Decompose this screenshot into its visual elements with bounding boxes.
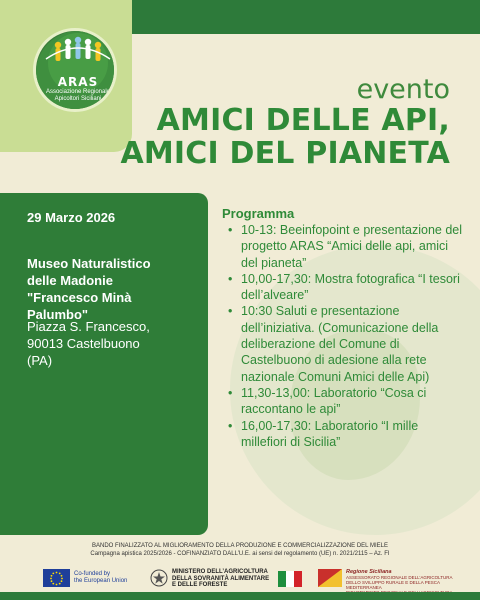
footer-notice-line1: BANDO FINALIZZATO AL MIGLIORAMENTO DELLA PRODUZIONE E COMMERCIALIZZAZIONE DEL MIELE <box>92 543 388 549</box>
programma-item: • 10-13: Beeinfopoint e presentazione del progetto ARAS “Amici delle api, amici del pianeta” <box>222 222 462 271</box>
programma-item: • 10:30 Saluti e presentazione dell’iniziativa. (Comunicazione della deliberazione del Comune di Castelbuono di adesione alla rete nazionale Comuni Amici delle Api) <box>222 303 462 384</box>
eu-cofunded-label <box>74 571 127 585</box>
ministry-line1: MINISTERO DELL’AGRICOLTURA <box>172 569 268 575</box>
sicily-flag-icon <box>318 569 342 587</box>
logo-subtitle-line1: Associazione Regionale <box>45 89 111 95</box>
logo-panel <box>0 0 132 152</box>
italian-flag-icon <box>278 571 302 587</box>
logo-name: ARAS <box>57 75 99 89</box>
event-info-panel <box>0 193 208 535</box>
venue-line3: "Francesco Minà <box>27 290 132 305</box>
region-line1: ASSESSORATO REGIONALE DELL’AGRICOLTURA <box>346 575 453 580</box>
venue-line4: Palumbo" <box>27 307 89 322</box>
programma-item: • 10,00-17,30: Mostra fotografica “I tesori dell’alveare” <box>222 271 462 304</box>
event-address <box>27 318 197 369</box>
bottom-stripe <box>0 592 480 600</box>
footer <box>0 535 480 600</box>
address-line1: Piazza S. Francesco, <box>27 319 150 334</box>
logo-subtitle-line2: Apicoltori Siciliani <box>54 96 102 102</box>
event-title <box>120 104 450 170</box>
republic-emblem-icon <box>150 568 168 588</box>
eu-line2: the European Union <box>74 578 128 584</box>
event-label: evento <box>356 74 450 105</box>
address-line3: (PA) <box>27 353 53 368</box>
event-title-line2: AMICI DEL PIANETA <box>120 136 450 171</box>
event-date: 29 Marzo 2026 <box>27 210 116 225</box>
ministry-line2: DELLA SOVRANITÀ ALIMENTARE <box>172 575 270 582</box>
programma-item: • 16,00-17,30: Laboratorio “I mille millefiori di Sicilia” <box>222 418 462 451</box>
programma-item: • 11,30-13,00: Laboratorio “Cosa ci raccontano le api” <box>222 385 462 418</box>
address-line2: 90013 Castelbuono <box>27 336 140 351</box>
venue-line2: delle Madonie <box>27 273 113 288</box>
programma-section <box>222 206 462 450</box>
programma-title: Programma <box>222 206 295 221</box>
logo-subtitle <box>36 89 117 103</box>
eu-flag-icon <box>43 569 70 587</box>
event-venue <box>27 255 197 323</box>
ministry-label <box>172 569 269 589</box>
eu-line1: Co-funded by <box>74 571 111 577</box>
ministry-line3: E DELLE FORESTE <box>172 582 228 588</box>
region-name: Regione Siciliana <box>346 569 392 575</box>
venue-line1: Museo Naturalistico <box>27 256 151 271</box>
footer-notice-line2: Campagna apistica 2025/2026 - COFINANZIATO DALL’U.E. ai sensi del regolamento (UE) n. 2021/2115 – Az. FI <box>90 551 390 557</box>
aras-logo <box>33 28 117 112</box>
event-title-line1: AMICI DELLE API, <box>156 103 450 138</box>
region-line2: DELLO SVILUPPO RURALE E DELLA PESCA MEDITERRANEA <box>346 580 440 590</box>
programma-list <box>222 222 462 450</box>
